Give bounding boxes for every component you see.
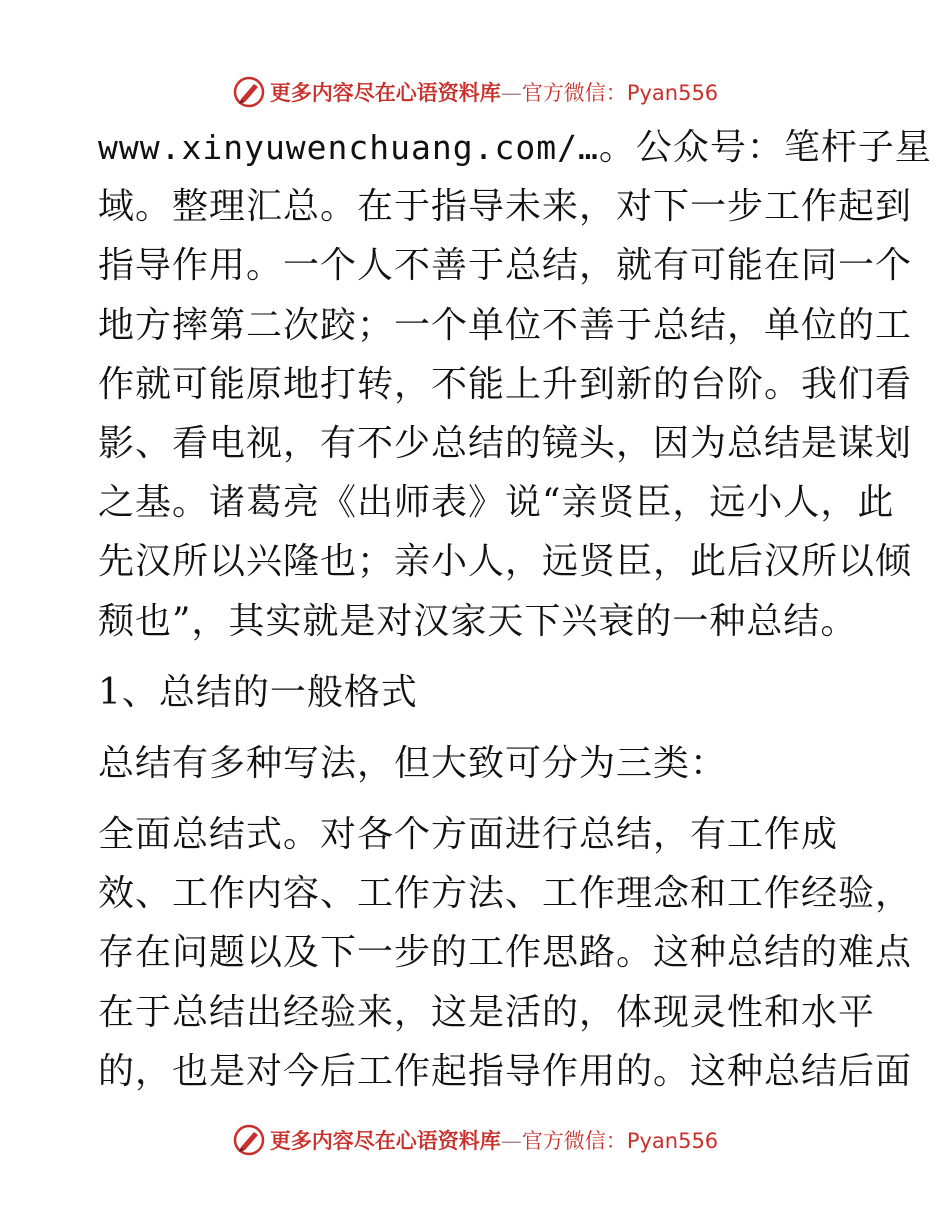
paragraph-text: 。公众号：笔杆子星 [598,127,932,168]
banner-separator: — [500,81,522,105]
paragraph-line: 作就可能原地打转，不能上升到新的台阶。我们看 [98,363,913,405]
paragraph-line [98,118,932,177]
paragraph-line: 全面总结式。对各个方面进行总结，有工作成 [98,814,839,856]
paragraph-line: 影、看电视，有不少总结的镜头，因为总结是谋划 [98,422,913,464]
banner-account: Pyan556 [626,1129,719,1153]
document-body [98,118,932,1101]
paragraph-line: 先汉所以兴隆也；亲小人，远贤臣，此后汉所以倾 [98,541,913,583]
footer-banner [0,1120,950,1160]
paragraph-line: 在于总结出经验来，这是活的，体现灵性和水平 [98,991,876,1033]
header-banner [0,72,950,112]
banner-separator: — [500,1129,522,1153]
pen-seal-logo-icon [232,1123,266,1157]
pen-seal-logo-icon [232,75,266,109]
banner-account: Pyan556 [626,81,719,105]
paragraph-line: 存在问题以及下一步的工作思路。这种总结的难点 [98,932,913,974]
source-url: www.xinyuwenchuang.com/… [98,128,599,167]
intro-line: 总结有多种写法，但大致可分为三类： [98,742,728,784]
paragraph-line: 效、工作内容、工作方法、工作理念和工作经验， [98,873,913,915]
paragraph-line: 域。整理汇总。在于指导未来，对下一步工作起到 [98,186,913,228]
banner-wechat-label: 官方微信： [521,81,627,105]
paragraph-line: 指导作用。一个人不善于总结，就有可能在同一个 [98,245,913,287]
paragraph-line: 之基。诸葛亮《出师表》说“亲贤臣，远小人，此 [98,482,895,524]
banner-title: 更多内容尽在心语资料库 [269,81,501,105]
paragraph-line: 颓也”，其实就是对汉家天下兴衰的一种总结。 [98,600,858,642]
paragraph-line: 的，也是对今后工作起指导作用的。这种总结后面 [98,1050,913,1092]
paragraph-line: 地方摔第二次跤；一个单位不善于总结，单位的工 [98,304,913,346]
banner-title: 更多内容尽在心语资料库 [269,1129,501,1153]
section-heading: 1、总结的一般格式 [98,671,418,713]
banner-wechat-label: 官方微信： [521,1129,627,1153]
